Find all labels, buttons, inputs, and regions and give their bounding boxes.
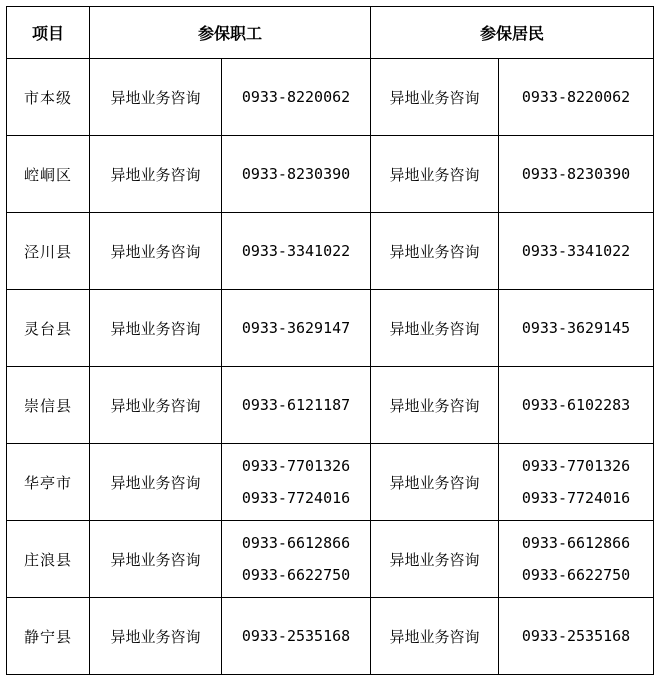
resident-phones [499,598,654,675]
resident-service: 异地业务咨询 [371,444,499,521]
header-row [7,7,654,59]
region-name: 市本级 [7,59,90,136]
resident-service: 异地业务咨询 [371,598,499,675]
employee-service: 异地业务咨询 [90,59,222,136]
region-name: 庄浪县 [7,521,90,598]
region-name: 灵台县 [7,290,90,367]
table-row [7,598,654,675]
employee-phones [222,59,371,136]
resident-service: 异地业务咨询 [371,59,499,136]
employee-phones [222,444,371,521]
resident-phones [499,521,654,598]
resident-phones [499,290,654,367]
header-employees: 参保职工 [90,7,371,59]
resident-service: 异地业务咨询 [371,367,499,444]
resident-phones [499,367,654,444]
resident-phones [499,136,654,213]
resident-phones [499,444,654,521]
employee-phones [222,290,371,367]
phone-number: 0933-7701326 [241,457,351,475]
resident-phones [499,213,654,290]
phone-number: 0933-7701326 [521,457,631,475]
contact-table [6,6,654,675]
table-row [7,213,654,290]
phone-number: 0933-6612866 [521,534,631,552]
employee-service: 异地业务咨询 [90,444,222,521]
phone-number: 0933-8230390 [241,165,351,183]
table-row [7,59,654,136]
table-body [7,59,654,675]
region-name: 华亭市 [7,444,90,521]
employee-service: 异地业务咨询 [90,367,222,444]
phone-number: 0933-2535168 [241,627,351,645]
resident-service: 异地业务咨询 [371,213,499,290]
employee-phones [222,213,371,290]
phone-number: 0933-8230390 [521,165,631,183]
table-row [7,290,654,367]
employee-service: 异地业务咨询 [90,290,222,367]
employee-service: 异地业务咨询 [90,598,222,675]
phone-number: 0933-7724016 [241,489,351,507]
phone-number: 0933-6121187 [241,396,351,414]
resident-service: 异地业务咨询 [371,521,499,598]
employee-phones [222,521,371,598]
phone-number: 0933-6612866 [241,534,351,552]
region-name: 崆峒区 [7,136,90,213]
table-row [7,367,654,444]
employee-service: 异地业务咨询 [90,213,222,290]
phone-number: 0933-3341022 [521,242,631,260]
phone-number: 0933-6102283 [521,396,631,414]
phone-number: 0933-6622750 [521,566,631,584]
resident-phones [499,59,654,136]
phone-number: 0933-7724016 [521,489,631,507]
employee-service: 异地业务咨询 [90,136,222,213]
header-project: 项目 [7,7,90,59]
phone-number: 0933-2535168 [521,627,631,645]
resident-service: 异地业务咨询 [371,136,499,213]
phone-number: 0933-8220062 [241,88,351,106]
phone-number: 0933-3341022 [241,242,351,260]
phone-number: 0933-6622750 [241,566,351,584]
employee-service: 异地业务咨询 [90,521,222,598]
employee-phones [222,367,371,444]
phone-number: 0933-3629147 [241,319,351,337]
table-row [7,444,654,521]
phone-number: 0933-8220062 [521,88,631,106]
phone-number: 0933-3629145 [521,319,631,337]
region-name: 崇信县 [7,367,90,444]
employee-phones [222,598,371,675]
region-name: 泾川县 [7,213,90,290]
region-name: 静宁县 [7,598,90,675]
employee-phones [222,136,371,213]
header-residents: 参保居民 [371,7,654,59]
table-row [7,521,654,598]
resident-service: 异地业务咨询 [371,290,499,367]
table-row [7,136,654,213]
